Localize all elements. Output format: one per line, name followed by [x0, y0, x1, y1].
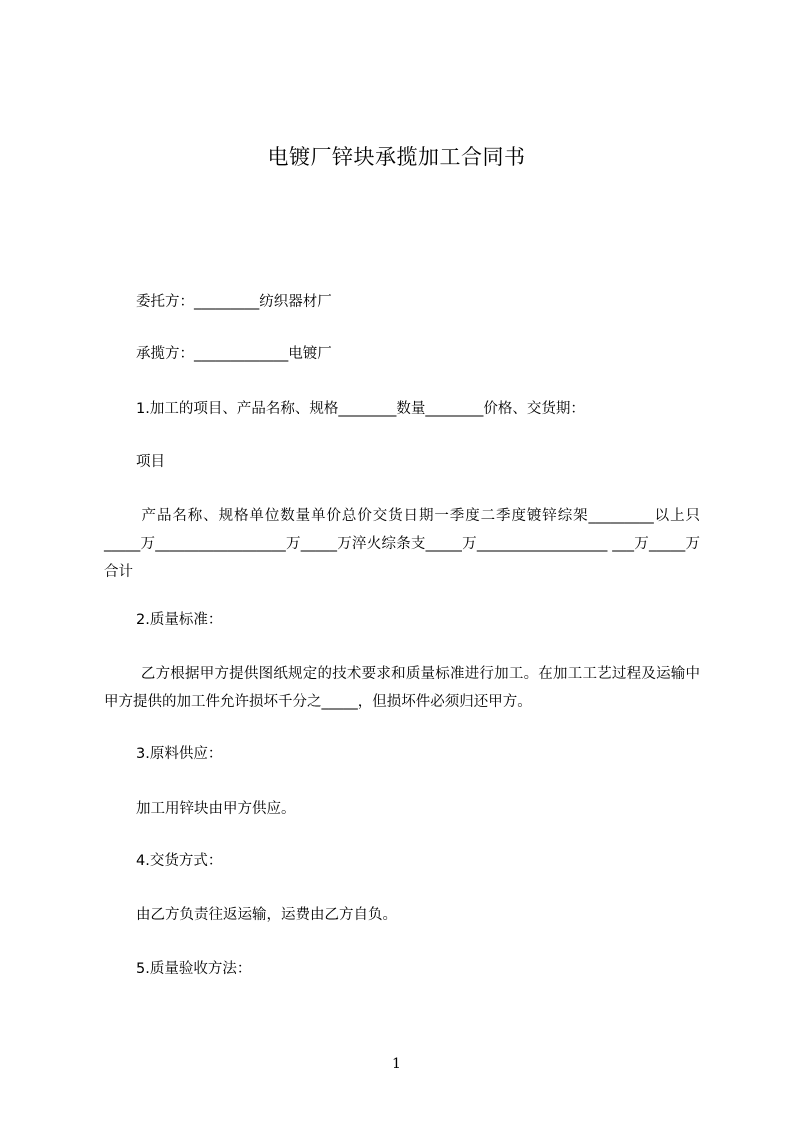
section-2-heading: 2.质量标准：	[136, 612, 223, 628]
contractor-party-line: 承揽方：_____________电镀厂	[136, 346, 332, 362]
document-title: 电镀厂锌块承揽加工合同书	[267, 145, 526, 169]
items-label: 项目	[136, 454, 165, 470]
section-5-heading: 5.质量验收方法：	[136, 961, 252, 977]
section-3-heading: 3.原料供应：	[136, 746, 223, 762]
section-1-heading: 1.加工的项目、产品名称、规格________数量________价格、交货期：	[136, 401, 585, 417]
product-table-text: 产品名称、规格单位数量单价总价交货日期一季度二季度镀锌综架_________以上只_____万__________________万_____万淬火综条支_____万__________________ ___万_____万合计	[104, 508, 701, 580]
page-number: 1	[392, 1056, 401, 1072]
section-4-heading: 4.交货方式：	[136, 853, 223, 869]
delivery-method-text: 由乙方负责往返运输，运费由乙方自负。	[136, 907, 397, 923]
quality-standard-text: 乙方根据甲方提供图纸规定的技术要求和质量标准进行加工。在加工工艺过程及运输中甲方提供的加工件允许损坏千分之_____，但损坏件必须归还甲方。	[104, 666, 701, 710]
material-supply-text: 加工用锌块由甲方供应。	[136, 801, 296, 817]
client-party-line: 委托方：_________纺织器材厂	[136, 294, 332, 310]
